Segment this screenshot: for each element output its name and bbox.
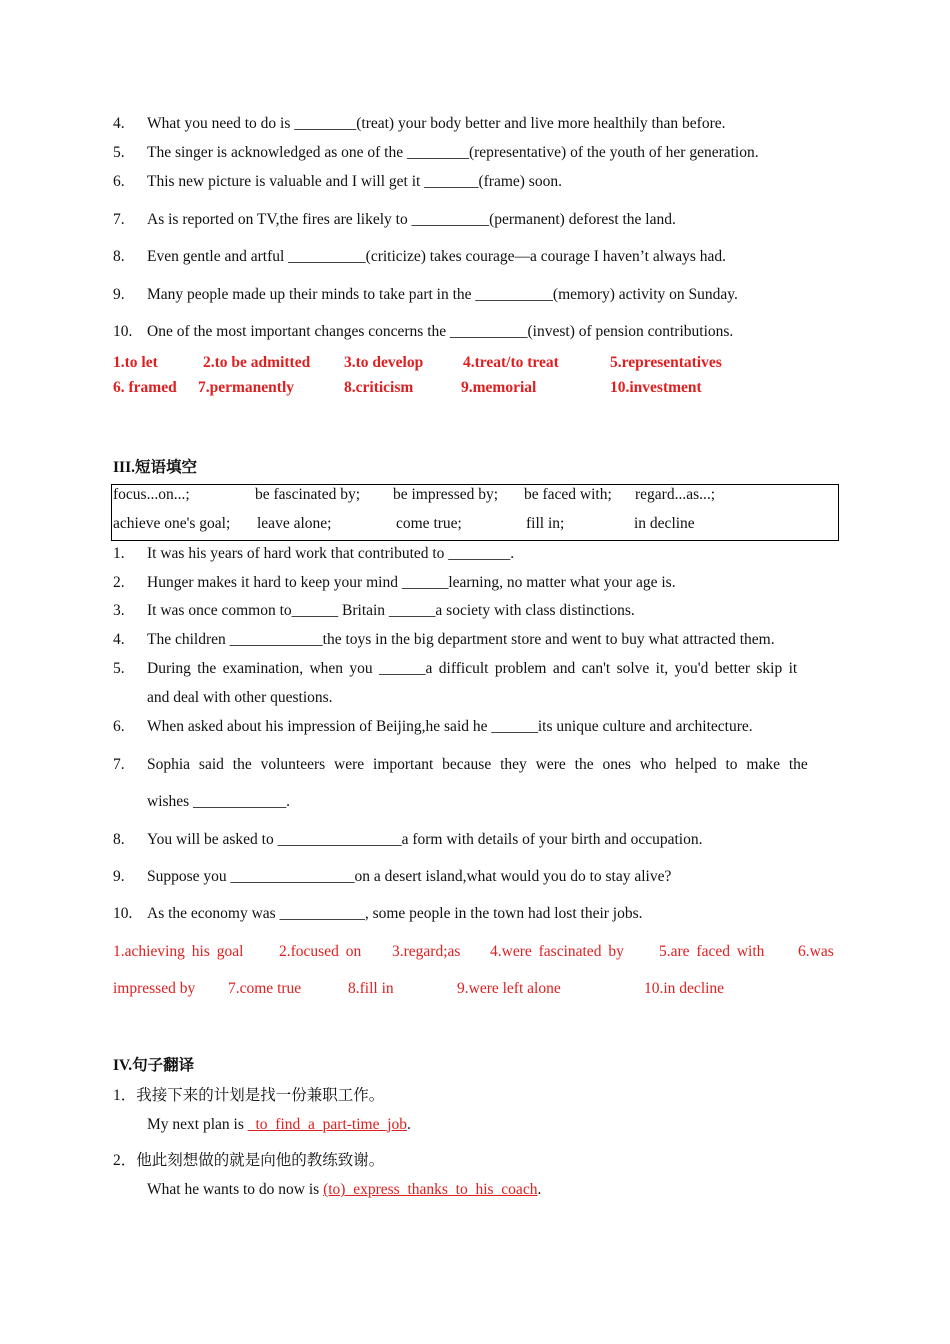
phrase: be fascinated by;	[255, 486, 361, 503]
translation-answer: My next plan is _to_find_a_part-time_job.	[147, 1116, 411, 1133]
translation-question: 2．他此刻想做的就是向他的教练致谢。	[113, 1152, 385, 1169]
phrase: leave alone;	[257, 515, 332, 532]
phrase: regard...as...;	[635, 486, 716, 503]
phrase: be faced with;	[524, 486, 612, 503]
phrase: come true;	[396, 515, 462, 532]
phrase: focus...on...;	[113, 486, 190, 503]
section-heading: III.短语填空	[113, 459, 197, 476]
translation-answer: What he wants to do now is (to)_express_thanks_to_his_coach.	[147, 1181, 542, 1198]
translation-question: 1．我接下来的计划是找一份兼职工作。	[113, 1087, 385, 1104]
phrase: be impressed by;	[393, 486, 499, 503]
section-heading: IV.句子翻译	[113, 1057, 195, 1074]
phrase: in decline	[634, 515, 695, 532]
phrase: fill in;	[526, 515, 565, 532]
phrase: achieve one's goal;	[113, 515, 231, 532]
